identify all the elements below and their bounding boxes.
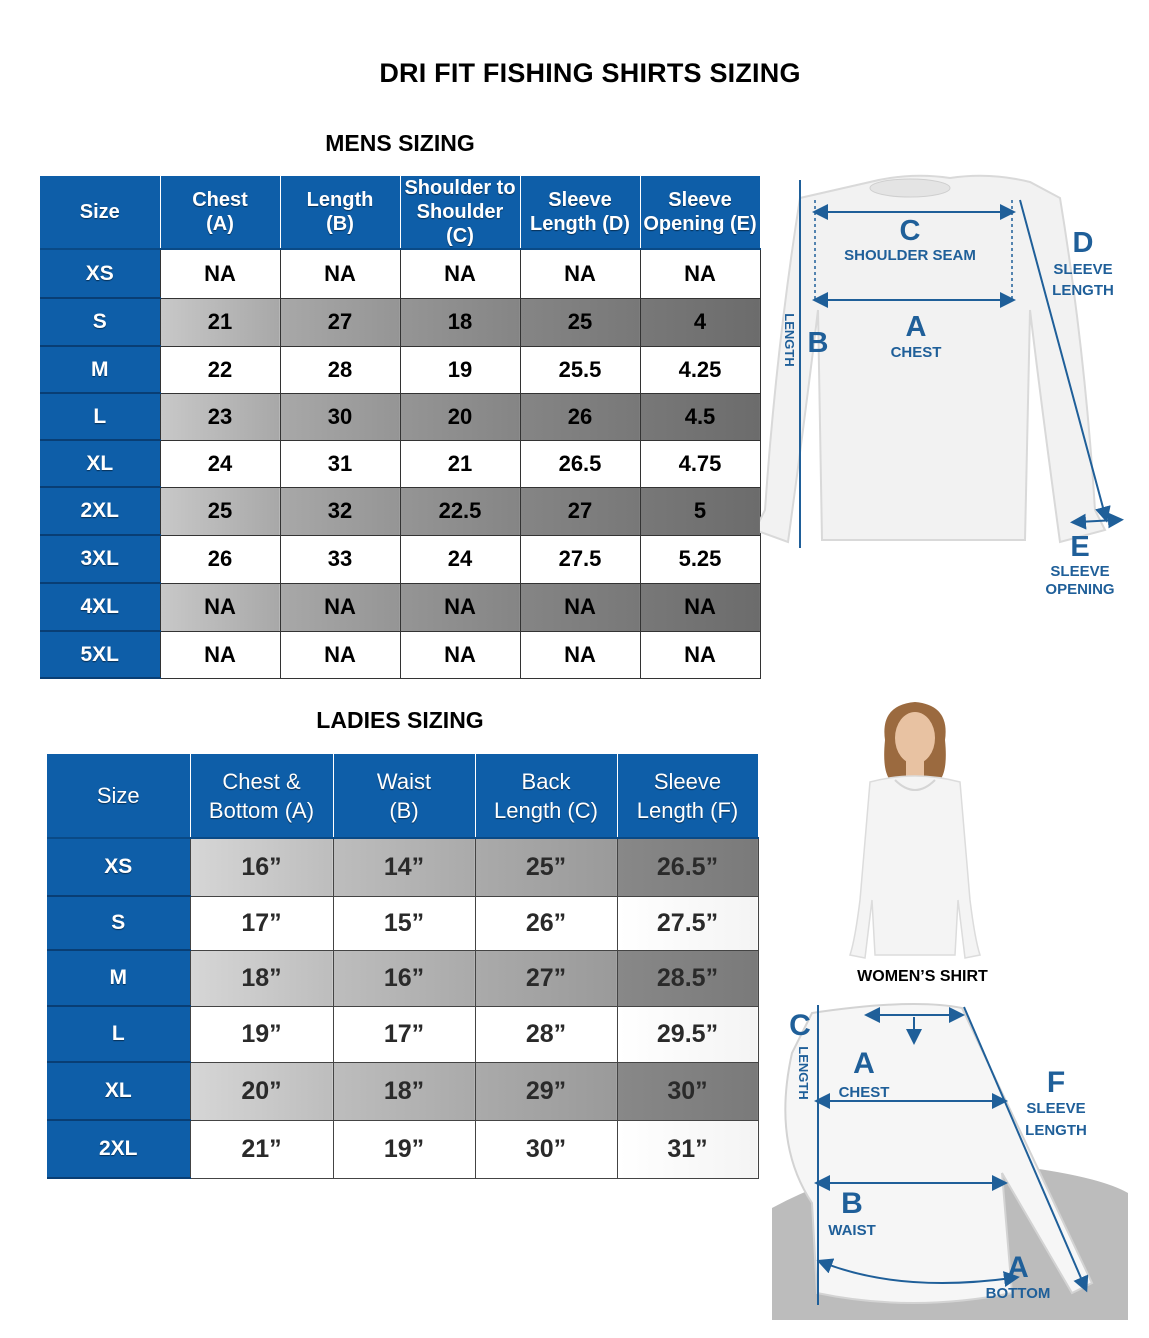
- mens-table-row: [40, 487, 760, 535]
- mens-value-cell: NA: [160, 583, 280, 631]
- mens-value-cell: 18: [400, 298, 520, 346]
- mens-value-cell: 5.25: [640, 535, 760, 583]
- mens-e-label-1: SLEEVE: [1050, 563, 1110, 580]
- ladies-value-cell: 31”: [617, 1120, 758, 1178]
- mens-table-row: [40, 440, 760, 487]
- ladies-value-cell: 27.5”: [617, 896, 758, 950]
- mens-size-cell: 3XL: [40, 535, 160, 583]
- womens-b-label: WAIST: [828, 1222, 876, 1239]
- mens-sizing-table: [40, 176, 761, 679]
- mens-section-title: MENS SIZING: [325, 130, 475, 156]
- ladies-table-row: [47, 838, 758, 896]
- ladies-header-back-length: Back Length (C): [475, 754, 617, 838]
- mens-table-row: [40, 583, 760, 631]
- womens-a-letter: A: [853, 1047, 875, 1080]
- ladies-value-cell: 15”: [333, 896, 475, 950]
- mens-value-cell: 30: [280, 393, 400, 440]
- mens-value-cell: 21: [160, 298, 280, 346]
- ladies-value-cell: 26.5”: [617, 838, 758, 896]
- ladies-value-cell: 21”: [190, 1120, 333, 1178]
- ladies-value-cell: 19”: [333, 1120, 475, 1178]
- mens-header-chest: Chest (A): [160, 176, 280, 249]
- mens-value-cell: NA: [400, 583, 520, 631]
- mens-size-cell: XS: [40, 249, 160, 298]
- mens-value-cell: 25: [520, 298, 640, 346]
- ladies-header-waist: Waist (B): [333, 754, 475, 838]
- womens-c-letter: C: [789, 1009, 811, 1042]
- mens-value-cell: 19: [400, 346, 520, 393]
- mens-shirt-collar: [870, 179, 950, 197]
- mens-size-cell: S: [40, 298, 160, 346]
- mens-table-row: [40, 346, 760, 393]
- ladies-value-cell: 29”: [475, 1062, 617, 1120]
- mens-value-cell: 26: [160, 535, 280, 583]
- mens-shirt-diagram: [760, 170, 1140, 610]
- womens-bottom-letter: A: [1007, 1251, 1029, 1284]
- mens-value-cell: NA: [520, 583, 640, 631]
- ladies-value-cell: 18”: [190, 950, 333, 1006]
- mens-value-cell: 20: [400, 393, 520, 440]
- mens-size-cell: 2XL: [40, 487, 160, 535]
- woman-model-photo: [830, 700, 1000, 962]
- ladies-size-cell: L: [47, 1006, 190, 1062]
- womens-f-letter: F: [1046, 1066, 1066, 1099]
- mens-value-cell: NA: [160, 249, 280, 298]
- mens-value-cell: 28: [280, 346, 400, 393]
- mens-value-cell: NA: [400, 631, 520, 678]
- mens-value-cell: 27: [280, 298, 400, 346]
- mens-value-cell: 24: [400, 535, 520, 583]
- mens-e-letter: E: [1070, 531, 1090, 563]
- ladies-table-row: [47, 950, 758, 1006]
- ladies-value-cell: 29.5”: [617, 1006, 758, 1062]
- ladies-table-row: [47, 896, 758, 950]
- ladies-header-chest-bottom: Chest & Bottom (A): [190, 754, 333, 838]
- mens-a-letter: A: [905, 311, 927, 343]
- ladies-header-size: Size: [47, 754, 190, 838]
- mens-value-cell: 25.5: [520, 346, 640, 393]
- mens-header-sleeve-length: Sleeve Length (D): [520, 176, 640, 249]
- womens-b-letter: B: [841, 1187, 863, 1220]
- ladies-value-cell: 20”: [190, 1062, 333, 1120]
- mens-a-label: CHEST: [890, 344, 942, 361]
- ladies-value-cell: 30”: [475, 1120, 617, 1178]
- ladies-table-row: [47, 1120, 758, 1178]
- mens-value-cell: NA: [640, 631, 760, 678]
- mens-value-cell: 26: [520, 393, 640, 440]
- mens-value-cell: 23: [160, 393, 280, 440]
- ladies-value-cell: 18”: [333, 1062, 475, 1120]
- mens-table-row: [40, 393, 760, 440]
- mens-table-row: [40, 249, 760, 298]
- mens-e-label-2: OPENING: [1045, 581, 1115, 598]
- ladies-value-cell: 16”: [333, 950, 475, 1006]
- page-title: DRI FIT FISHING SHIRTS SIZING: [379, 58, 801, 88]
- ladies-size-cell: 2XL: [47, 1120, 190, 1178]
- mens-value-cell: NA: [280, 583, 400, 631]
- mens-value-cell: 22: [160, 346, 280, 393]
- ladies-value-cell: 27”: [475, 950, 617, 1006]
- mens-header-sleeve-opening: Sleeve Opening (E): [640, 176, 760, 249]
- mens-value-cell: 4.5: [640, 393, 760, 440]
- womens-shirt-diagram: [772, 993, 1130, 1320]
- ladies-value-cell: 30”: [617, 1062, 758, 1120]
- mens-value-cell: 26.5: [520, 440, 640, 487]
- mens-header-size: Size: [40, 176, 160, 249]
- mens-value-cell: 27.5: [520, 535, 640, 583]
- mens-value-cell: 22.5: [400, 487, 520, 535]
- mens-b-letter: B: [807, 327, 829, 359]
- mens-value-cell: NA: [640, 249, 760, 298]
- ladies-sizing-table: [47, 754, 759, 1179]
- ladies-value-cell: 28.5”: [617, 950, 758, 1006]
- mens-value-cell: NA: [520, 631, 640, 678]
- mens-d-label-2: LENGTH: [1052, 282, 1114, 299]
- ladies-value-cell: 17”: [333, 1006, 475, 1062]
- ladies-value-cell: 14”: [333, 838, 475, 896]
- mens-table-row: [40, 631, 760, 678]
- womens-a-label: CHEST: [838, 1084, 890, 1101]
- mens-table-row: [40, 535, 760, 583]
- mens-value-cell: 4.75: [640, 440, 760, 487]
- womens-c-label: LENGTH: [796, 1046, 811, 1100]
- ladies-value-cell: 16”: [190, 838, 333, 896]
- ladies-table-row: [47, 1062, 758, 1120]
- mens-value-cell: 4.25: [640, 346, 760, 393]
- mens-value-cell: 33: [280, 535, 400, 583]
- mens-d-label-1: SLEEVE: [1053, 261, 1113, 278]
- mens-value-cell: 5: [640, 487, 760, 535]
- ladies-size-cell: S: [47, 896, 190, 950]
- ladies-table-row: [47, 1006, 758, 1062]
- ladies-header-sleeve-length: Sleeve Length (F): [617, 754, 758, 838]
- womens-f-label-2: LENGTH: [1025, 1122, 1087, 1139]
- mens-size-cell: L: [40, 393, 160, 440]
- womens-f-label-1: SLEEVE: [1026, 1100, 1086, 1117]
- womens-shirt-caption: WOMEN’S SHIRT: [857, 968, 988, 985]
- mens-table-row: [40, 298, 760, 346]
- ladies-size-cell: M: [47, 950, 190, 1006]
- mens-value-cell: NA: [520, 249, 640, 298]
- mens-d-letter: D: [1072, 227, 1094, 259]
- mens-value-cell: 32: [280, 487, 400, 535]
- mens-value-cell: NA: [280, 249, 400, 298]
- mens-size-cell: M: [40, 346, 160, 393]
- mens-header-length: Length (B): [280, 176, 400, 249]
- ladies-value-cell: 19”: [190, 1006, 333, 1062]
- mens-value-cell: 31: [280, 440, 400, 487]
- ladies-section-title: LADIES SIZING: [316, 707, 484, 733]
- mens-size-cell: 5XL: [40, 631, 160, 678]
- mens-value-cell: 21: [400, 440, 520, 487]
- mens-value-cell: NA: [400, 249, 520, 298]
- mens-value-cell: 4: [640, 298, 760, 346]
- mens-b-label: LENGTH: [782, 313, 797, 367]
- mens-value-cell: 24: [160, 440, 280, 487]
- womens-bottom-label: BOTTOM: [985, 1285, 1051, 1302]
- mens-value-cell: NA: [160, 631, 280, 678]
- mens-value-cell: 27: [520, 487, 640, 535]
- mens-size-cell: 4XL: [40, 583, 160, 631]
- mens-c-label: SHOULDER SEAM: [844, 247, 976, 264]
- mens-value-cell: NA: [640, 583, 760, 631]
- ladies-value-cell: 28”: [475, 1006, 617, 1062]
- mens-size-cell: XL: [40, 440, 160, 487]
- mens-header-shoulder: Shoulder to Shoulder (C): [400, 176, 520, 249]
- ladies-size-cell: XL: [47, 1062, 190, 1120]
- mens-c-letter: C: [899, 215, 921, 247]
- ladies-value-cell: 17”: [190, 896, 333, 950]
- ladies-value-cell: 25”: [475, 838, 617, 896]
- ladies-value-cell: 26”: [475, 896, 617, 950]
- mens-value-cell: NA: [280, 631, 400, 678]
- ladies-size-cell: XS: [47, 838, 190, 896]
- mens-value-cell: 25: [160, 487, 280, 535]
